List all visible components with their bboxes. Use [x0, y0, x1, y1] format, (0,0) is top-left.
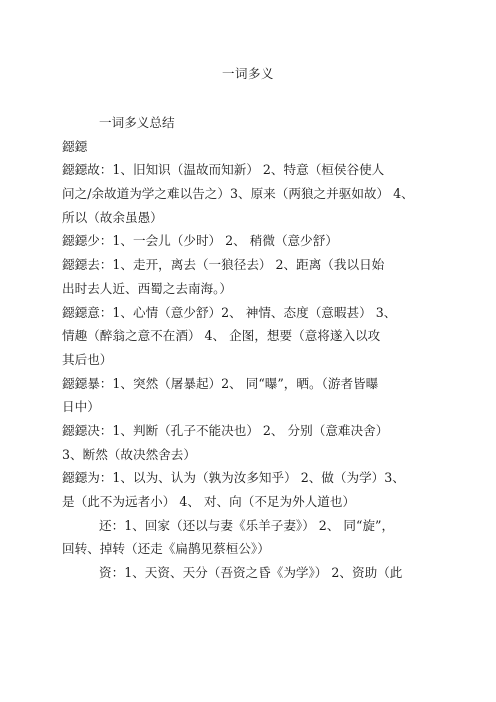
- text-line: 鐚鐚去：1、走开，离去（一狼径去） 2、距离（我以日始: [62, 257, 385, 273]
- text-line: 资：1、天资、天分（吾资之昏《为学》） 2、资助（此: [99, 565, 403, 581]
- text-line: 所以（故余虽愚）: [62, 209, 163, 225]
- text-line: 鐚鐚意：1、心情（意少舒）2、 神情、态度（意暇甚） 3、: [62, 304, 397, 320]
- text-line: 鐚鐚暴：1、突然（屠暴起）2、 同“曝”，晒。（游者皆曝: [62, 375, 379, 391]
- text-line: 日中）: [62, 399, 100, 415]
- text-line: 其后也）: [62, 351, 113, 367]
- text-line: 鐚鐚: [62, 138, 88, 154]
- text-line: 情趣（醉翁之意不在酒） 4、 企图，想要（意将遂入以攻: [62, 328, 381, 344]
- text-line: 鐚鐚故：1、旧知识（温故而知新） 2、特意（桓侯谷使人: [62, 162, 385, 178]
- text-line: 鐚鐚为：1、以为、认为（孰为汝多知乎） 2、做（为学）3、: [62, 470, 405, 486]
- text-line: 鐚鐚决：1、判断（孔子不能决也） 2、 分别（意难决舍）: [62, 422, 389, 438]
- text-line: 回转、掉转（还走《扁鹊见蔡桓公》）: [62, 541, 270, 557]
- text-line: 是（此不为远者小） 4、 对、向（不足为外人道也）: [62, 494, 356, 509]
- text-line: 一词多义总结: [99, 115, 175, 130]
- text-line: 出时去人近、西蜀之去南海。）: [62, 280, 233, 296]
- text-line: 还：1、回家（还以与妻《乐羊子妻》） 2、 同“旋”，: [99, 517, 395, 533]
- page-title: 一词多义: [221, 66, 274, 81]
- text-line: 3、断然（故决然舍去）: [62, 446, 196, 462]
- document-body: [62, 111, 434, 585]
- text-line: 问之/余故道为学之难以告之）3、原来（两狼之并驱如故） 4、: [62, 186, 414, 202]
- text-line: 鐚鐚少：1、一会儿（少时） 2、 稍微（意少舒）: [62, 233, 338, 249]
